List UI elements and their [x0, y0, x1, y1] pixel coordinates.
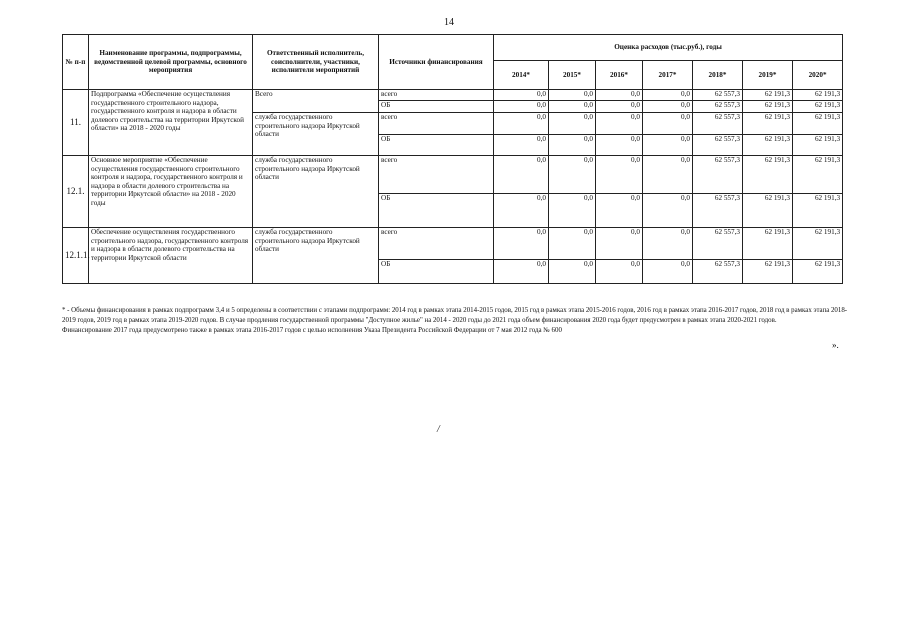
- header-year: 2019*: [743, 61, 793, 90]
- value-cell: 62 191,3: [793, 135, 843, 156]
- value-cell: 0,0: [549, 135, 596, 156]
- value-cell: 62 191,3: [793, 90, 843, 101]
- footnotes: [62, 306, 852, 337]
- value-cell: 62 191,3: [793, 260, 843, 284]
- source-cell: ОБ: [379, 194, 494, 228]
- row-number: 12.1.1.: [63, 228, 89, 284]
- closing-quote-mark: ».: [832, 340, 839, 350]
- program-name: Обеспечение осуществления государственного строительного надзора, государственного контроля и надзора в области долевого строительства на территории Иркутской области: [89, 228, 253, 284]
- source-cell: ОБ: [379, 260, 494, 284]
- footnote-decree: Финансирование 2017 года предусмотрено также в рамках этапа 2016-2017 годов с целью исполнения Указа Президента Российской Федерации от 7 мая 2012 года № 600: [62, 327, 562, 335]
- value-cell: 0,0: [596, 260, 643, 284]
- header-year: 2018*: [693, 61, 743, 90]
- row-number: 12.1.: [63, 156, 89, 228]
- header-year: 2014*: [494, 61, 549, 90]
- executor-cell: служба государственного строительного надзора Иркутской области: [253, 228, 379, 284]
- value-cell: 0,0: [494, 101, 549, 113]
- value-cell: 0,0: [494, 135, 549, 156]
- value-cell: 62 557,3: [693, 101, 743, 113]
- value-cell: 0,0: [549, 90, 596, 101]
- value-cell: 0,0: [494, 156, 549, 194]
- value-cell: 0,0: [596, 156, 643, 194]
- value-cell: 62 191,3: [743, 135, 793, 156]
- value-cell: 0,0: [643, 113, 693, 135]
- value-cell: 0,0: [549, 194, 596, 228]
- value-cell: 62 191,3: [743, 101, 793, 113]
- value-cell: 0,0: [549, 228, 596, 260]
- value-cell: 0,0: [643, 101, 693, 113]
- value-cell: 62 191,3: [743, 90, 793, 101]
- table-row: [63, 156, 843, 194]
- executor-cell: служба государственного строительного надзора Иркутской области: [253, 156, 379, 228]
- value-cell: 62 191,3: [793, 156, 843, 194]
- page-number: 14: [444, 17, 454, 28]
- value-cell: 0,0: [494, 260, 549, 284]
- source-cell: ОБ: [379, 101, 494, 113]
- row-number: 11.: [63, 90, 89, 156]
- executor-cell: служба государственного строительного надзора Иркутской области: [253, 113, 379, 156]
- budget-table: [62, 34, 843, 284]
- value-cell: 0,0: [643, 228, 693, 260]
- value-cell: 0,0: [643, 90, 693, 101]
- value-cell: 0,0: [596, 228, 643, 260]
- header-year: 2016*: [596, 61, 643, 90]
- value-cell: 62 557,3: [693, 260, 743, 284]
- table-row: [63, 228, 843, 260]
- value-cell: 62 191,3: [743, 156, 793, 194]
- value-cell: 0,0: [549, 260, 596, 284]
- source-cell: всего: [379, 156, 494, 194]
- footnote-stages: * - Объемы финансирования в рамках подпрограмм 3,4 и 5 определены в соответствии с этапами подпрограмм: 2014 год в рамках этапа 2014-2015 годов, 2015 год в рамках этапа 2015-2016 годов, 2016 год в рамках этапа 2016-2017 годов, 2018 год в рамках этапа 2018-2019 годов, 2019 год в рамках этапа 2019-2020 годов. В случае продления государственной программы "Доступное жилье" на 2014 - 2020 годы до 2021 года объем финансирования 2020 года будет предусмотрен в рамках этапа 2020-2021 годов.: [62, 307, 848, 325]
- value-cell: 0,0: [596, 135, 643, 156]
- value-cell: 0,0: [494, 90, 549, 101]
- value-cell: 0,0: [494, 113, 549, 135]
- value-cell: 62 191,3: [793, 101, 843, 113]
- program-name: Подпрограмма «Обеспечение осуществления государственного строительного надзора, государственного контроля и надзора в области долевого строительства на территории Иркутской области» на 2018 - 2020 годы: [89, 90, 253, 156]
- source-cell: всего: [379, 90, 494, 101]
- value-cell: 0,0: [549, 156, 596, 194]
- value-cell: 0,0: [596, 101, 643, 113]
- header-year: 2017*: [643, 61, 693, 90]
- value-cell: 62 557,3: [693, 156, 743, 194]
- source-cell: всего: [379, 113, 494, 135]
- value-cell: 62 191,3: [793, 194, 843, 228]
- source-cell: ОБ: [379, 135, 494, 156]
- budget-body: [63, 90, 843, 284]
- header-source: Источники финансирования: [379, 35, 494, 90]
- value-cell: 0,0: [596, 113, 643, 135]
- stray-pen-mark: /: [437, 424, 440, 435]
- value-cell: 0,0: [643, 135, 693, 156]
- value-cell: 62 557,3: [693, 90, 743, 101]
- value-cell: 62 191,3: [793, 113, 843, 135]
- executor-cell: Всего: [253, 90, 379, 113]
- program-name: Основное мероприятие «Обеспечение осуществления государственного строительного контроля и надзора, государственного контроля и надзора в области долевого строительства на территории Иркутской области» на 2018 - 2020 годы: [89, 156, 253, 228]
- value-cell: 62 557,3: [693, 194, 743, 228]
- header-num: № п-п: [63, 35, 89, 90]
- value-cell: 62 557,3: [693, 135, 743, 156]
- value-cell: 0,0: [494, 194, 549, 228]
- table-row: [63, 90, 843, 101]
- value-cell: 62 191,3: [743, 228, 793, 260]
- value-cell: 62 191,3: [793, 228, 843, 260]
- header-year: 2015*: [549, 61, 596, 90]
- value-cell: 0,0: [643, 194, 693, 228]
- header-year: 2020*: [793, 61, 843, 90]
- header-program: Наименование программы, подпрограммы, ведомственной целевой программы, основного мероприятия: [89, 35, 253, 90]
- value-cell: 62 191,3: [743, 113, 793, 135]
- value-cell: 0,0: [494, 228, 549, 260]
- value-cell: 0,0: [596, 90, 643, 101]
- value-cell: 62 557,3: [693, 113, 743, 135]
- value-cell: 0,0: [549, 101, 596, 113]
- value-cell: 62 191,3: [743, 194, 793, 228]
- value-cell: 62 191,3: [743, 260, 793, 284]
- header-executor: Ответственный исполнитель, соисполнители, участники, исполнители мероприятий: [253, 35, 379, 90]
- value-cell: 62 557,3: [693, 228, 743, 260]
- value-cell: 0,0: [643, 156, 693, 194]
- header-estimate: Оценка расходов (тыс.руб.), годы: [494, 35, 843, 61]
- value-cell: 0,0: [596, 194, 643, 228]
- value-cell: 0,0: [643, 260, 693, 284]
- value-cell: 0,0: [549, 113, 596, 135]
- source-cell: всего: [379, 228, 494, 260]
